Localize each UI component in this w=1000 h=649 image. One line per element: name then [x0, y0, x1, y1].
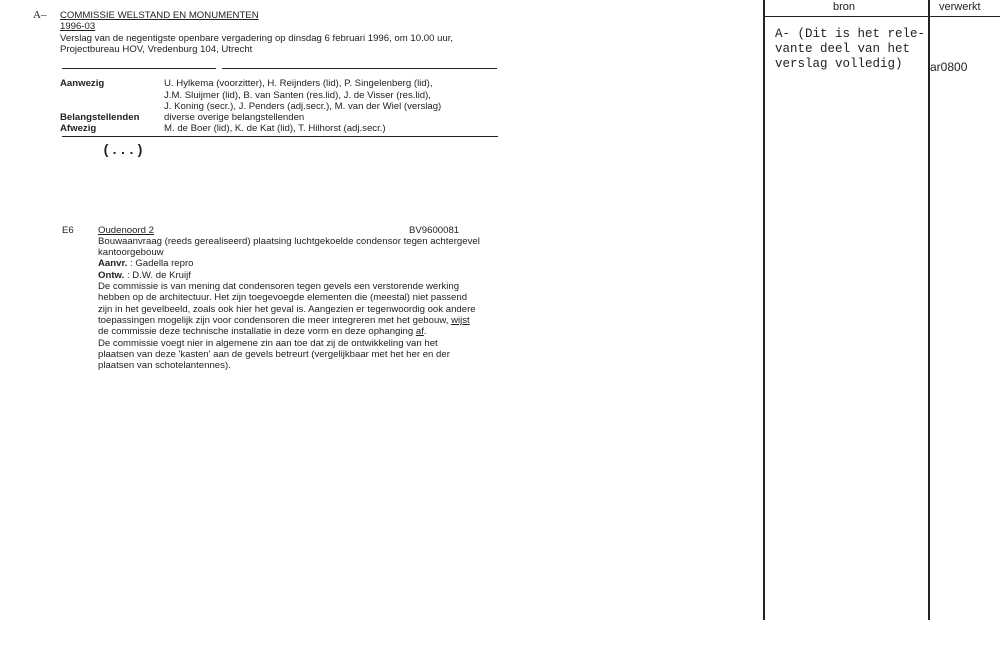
header-line: Projectbureau HOV, Vredenburg 104, Utrecht — [60, 44, 253, 55]
body-text: de commissie deze technische installatie in deze vorm en deze ophanging — [98, 326, 416, 337]
item-address: Oudenoord 2 — [98, 225, 155, 236]
applicant-value: : Gadella repro — [130, 258, 194, 269]
applicant-label: Aanvr. — [98, 258, 128, 269]
divider — [62, 68, 216, 69]
designer — [98, 270, 191, 281]
body-line: De commissie is van mening dat condensoren tegen gevels een verstorende werking — [98, 281, 460, 292]
body-line: plaatsen van deze 'kasten' aan de gevels betreurt (vergelijkbaar met het her en der — [98, 349, 450, 360]
body-line — [98, 326, 427, 337]
item-desc: Bouwaanvraag (reeds gerealiseerd) plaatsing luchtgekoelde condensor tegen achtergevel — [98, 236, 480, 247]
attendance-line: J.M. Sluijmer (lid), B. van Santen (res.lid), J. de Visser (res.lid), — [164, 90, 431, 101]
bron-line: vante deel van het — [775, 42, 911, 56]
bron-line: verslag volledig) — [775, 57, 903, 71]
bron-line: A- (Dit is het rele- — [775, 27, 926, 41]
label-afwezig: Afwezig — [60, 123, 97, 134]
ellipsis: (...) — [102, 143, 145, 159]
divider — [222, 68, 497, 69]
attendance-line: J. Koning (secr.), J. Penders (adj.secr.), M. van der Wiel (verslag) — [164, 101, 442, 112]
emphasis: af — [415, 326, 424, 337]
item-code: E6 — [62, 225, 74, 236]
divider — [62, 136, 498, 137]
designer-label: Ontw. — [98, 270, 125, 281]
table-border — [763, 0, 765, 620]
label-aanwezig: Aanwezig — [60, 78, 105, 89]
body-line: hebben op de architectuur. Het zijn toegevoegde elementen die (meestal) niet passend — [98, 292, 468, 303]
label-belangstellenden: Belangstellenden — [60, 112, 140, 123]
item-ref: BV9600081 — [409, 225, 460, 236]
col-verwerkt: verwerkt — [939, 1, 981, 13]
body-text: toepassingen mogelijk zijn voor condensoren die meer integreren met het gebouw, — [98, 315, 449, 326]
body-line: zijn in het gevelbeeld, zoals ook hier het geval is. Aangezien er tegenwoordig ook andere — [98, 304, 476, 315]
body-line — [98, 315, 470, 326]
header-line: Verslag van de negentigste openbare vergadering op dinsdag 6 februari 1996, om 10.00 uur, — [60, 33, 454, 44]
document-title: COMMISSIE WELSTAND EN MONUMENTEN — [60, 10, 259, 21]
attendance-line: diverse overige belangstellenden — [164, 112, 305, 123]
marker: A– — [33, 9, 47, 21]
item-desc: kantoorgebouw — [98, 247, 164, 258]
table-header-rule — [763, 16, 1000, 17]
body-line: De commissie voegt nier in algemene zin aan toe dat zij de ontwikkeling van het — [98, 338, 438, 349]
applicant — [98, 258, 193, 269]
designer-value: : D.W. de Kruijf — [126, 270, 191, 281]
attendance-line: M. de Boer (lid), K. de Kat (lid), T. Hilhorst (adj.secr.) — [164, 123, 386, 134]
body-line: plaatsen van schotelantennes). — [98, 360, 231, 371]
attendance-line: U. Hylkema (voorzitter), H. Reijnders (lid), P. Singelenberg (lid), — [164, 78, 433, 89]
col-bron: bron — [833, 1, 856, 13]
period: . — [423, 326, 427, 337]
document-number: 1996-03 — [60, 21, 96, 32]
emphasis: wijst — [451, 315, 470, 326]
table-border — [928, 0, 930, 620]
verwerkt-value: ar0800 — [930, 60, 968, 74]
